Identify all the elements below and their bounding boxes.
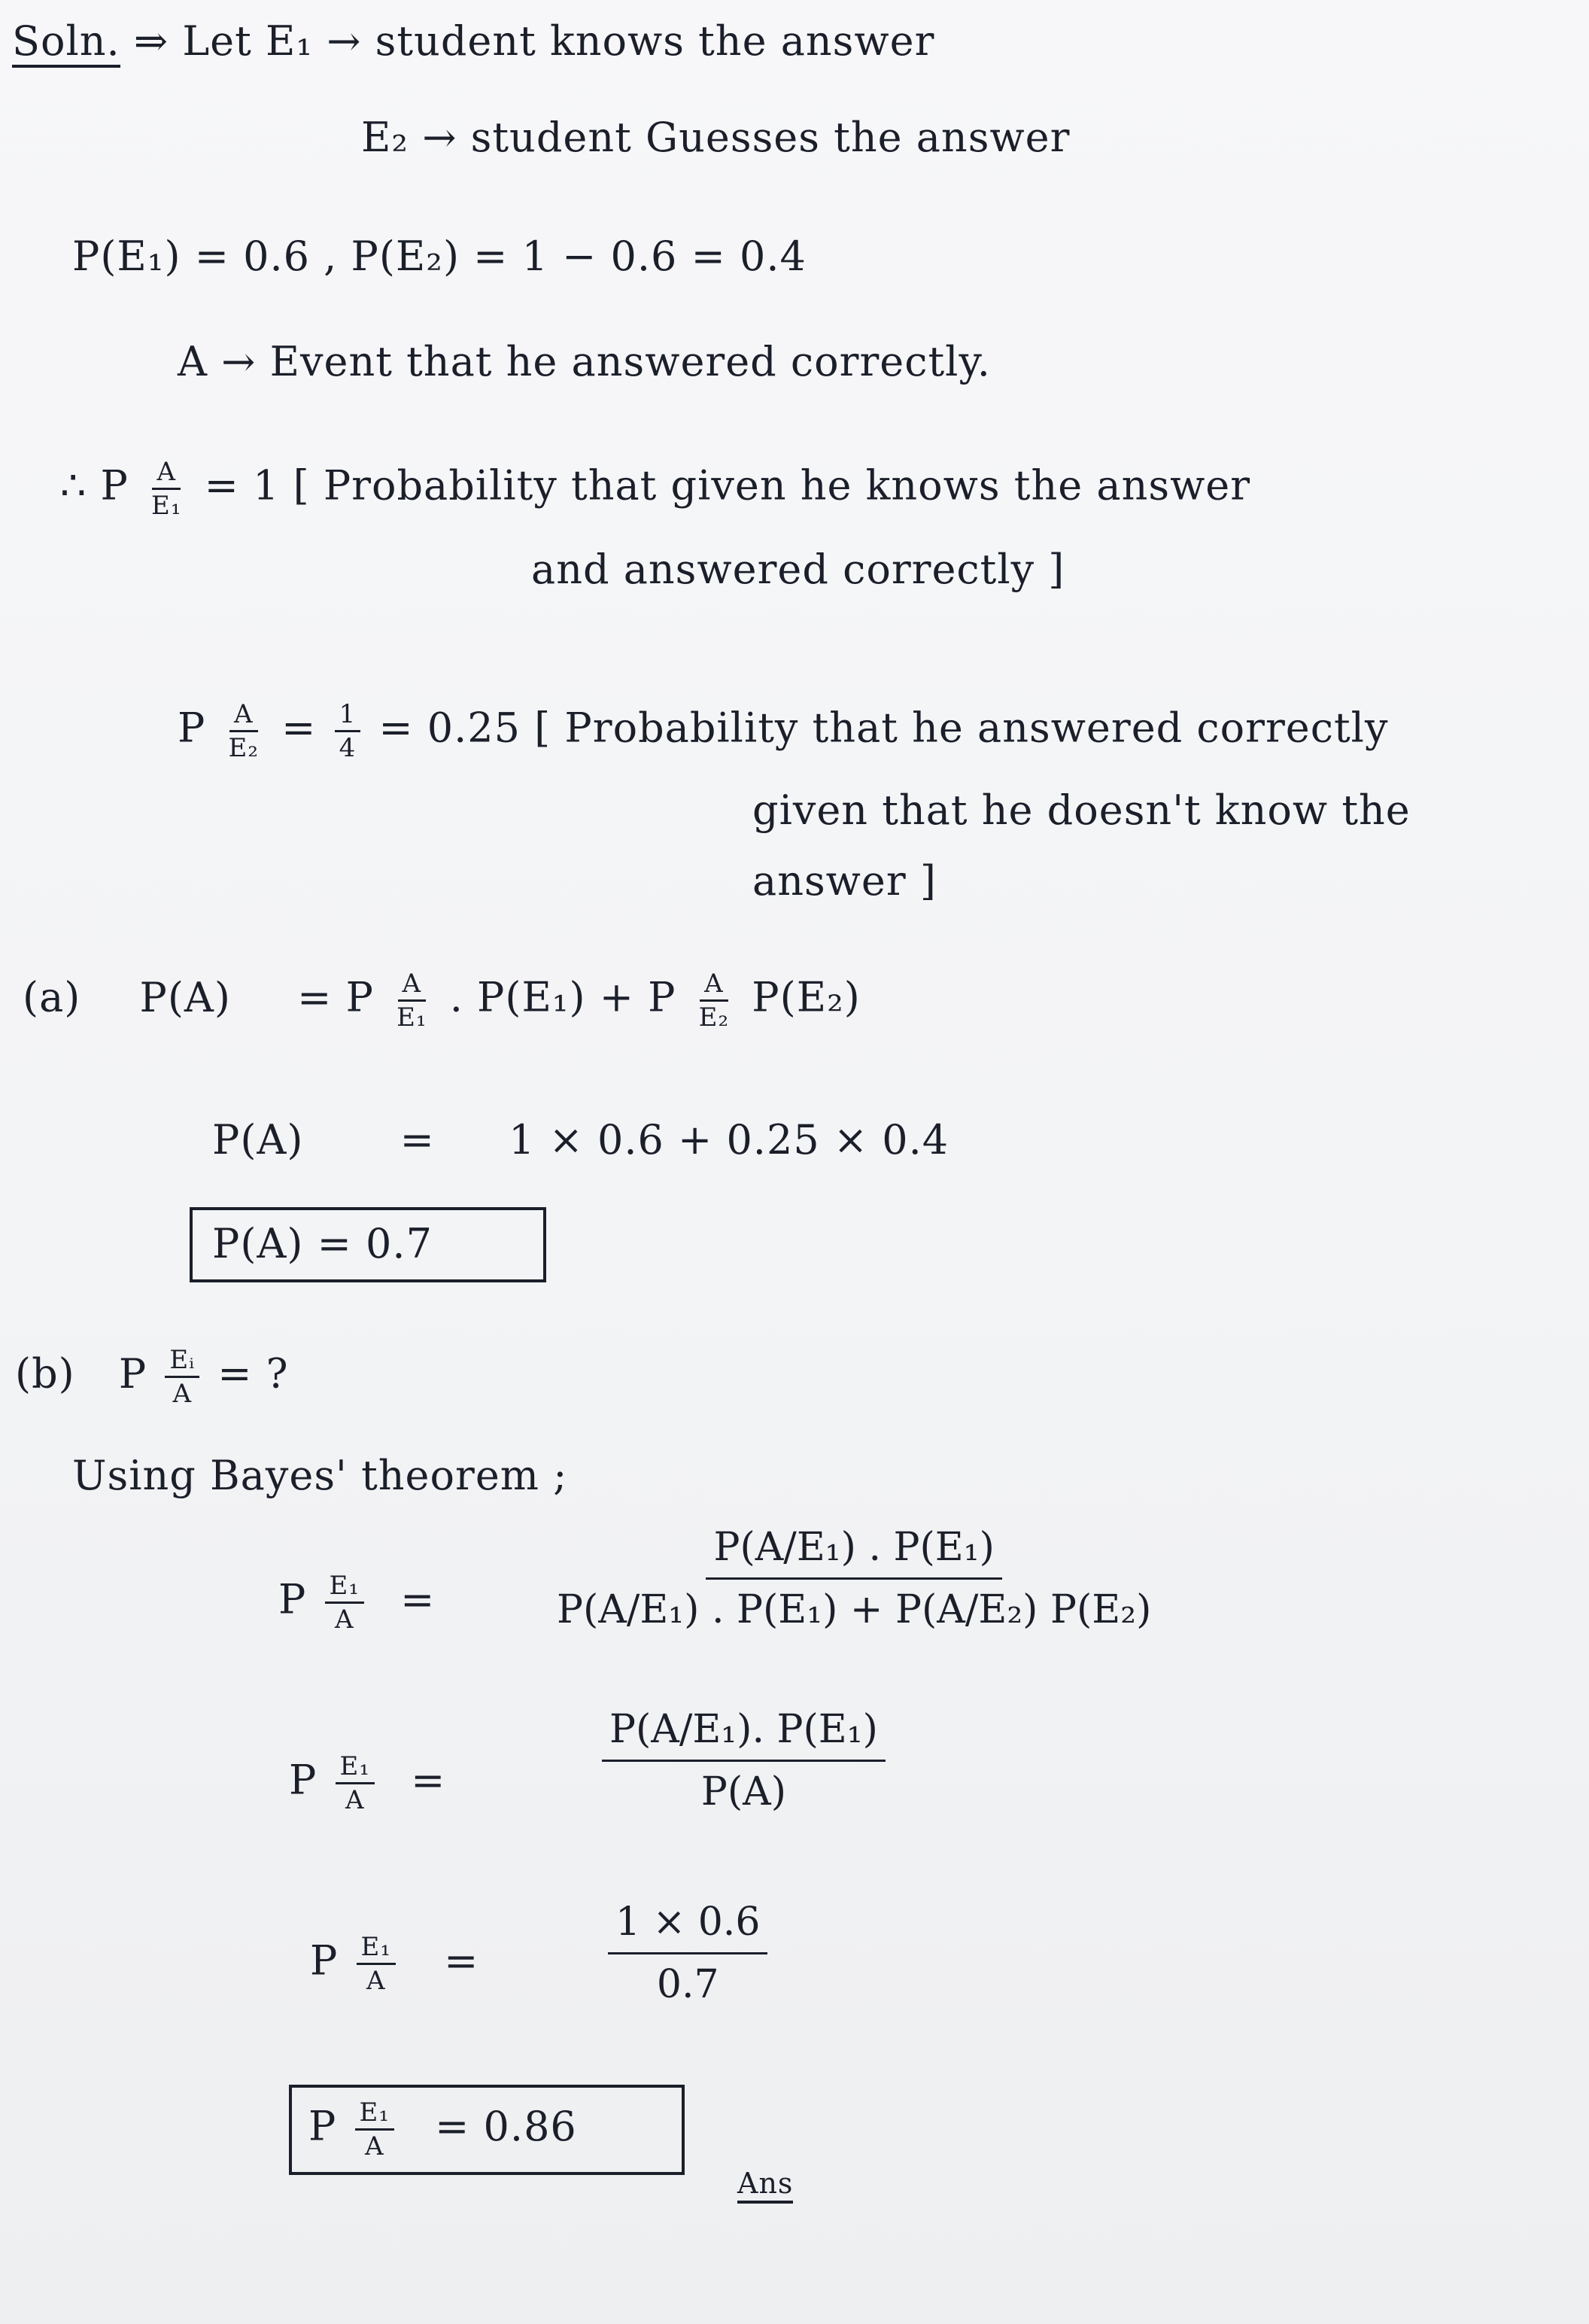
solution-arrow: ⇒ [133, 17, 169, 65]
substitution-lhs-numerator: E₁ [357, 1934, 396, 1965]
part-b-label: (b) [15, 1349, 75, 1398]
part-a-f2-numerator: A [700, 971, 728, 1002]
part-b-result-denominator: A [364, 2131, 384, 2161]
p-a-e1-continuation: and answered correctly ] [531, 546, 1065, 593]
part-a-rhs-p1: P [345, 973, 374, 1021]
part-b-result-fraction [355, 2097, 394, 2161]
part-a-lhs: P(A) [139, 973, 231, 1021]
simplified-fraction [602, 1707, 886, 1814]
simplified-denominator: P(A) [700, 1769, 786, 1814]
simplified-lhs [289, 1751, 446, 1815]
part-b-result-value: = 0.86 [435, 2102, 577, 2150]
part-b-question-fraction [165, 1347, 199, 1407]
p-a-e2-continuation-1: given that he doesn't know the [752, 786, 1411, 834]
quarter-numerator: 1 [335, 701, 361, 732]
part-a-substitution [212, 1117, 949, 1164]
part-a-fraction-2 [694, 969, 734, 1033]
simplified-equals: = [411, 1756, 446, 1804]
e2-definition: E₂ → student Guesses the answer [361, 114, 1071, 161]
e1-definition: Let E₁ → student knows the answer [182, 17, 935, 65]
answer-mark: Ans [737, 2167, 793, 2204]
simplified-lhs-fraction [336, 1751, 375, 1815]
part-a-step-equals: = [400, 1116, 435, 1164]
bayes-fraction [549, 1525, 1159, 1632]
bayes-equals: = [400, 1575, 436, 1623]
substitution-lhs-denominator: A [366, 1966, 386, 1996]
bayes-intro: Using Bayes' theorem ; [72, 1452, 568, 1499]
part-b-question-denominator: A [172, 1379, 192, 1409]
part-a-f2-denominator: E₂ [698, 1002, 730, 1033]
part-a-step-rhs: 1 × 0.6 + 0.25 × 0.4 [509, 1116, 949, 1164]
part-b-question [15, 1347, 289, 1407]
part-b-result [308, 2097, 577, 2161]
bayes-numerator: P(A/E₁) . P(E₁) [706, 1525, 1001, 1580]
substitution-numerator: 1 × 0.6 [608, 1900, 767, 1954]
part-a-fraction-1 [392, 969, 431, 1033]
part-a-total-probability [23, 969, 861, 1033]
quarter-fraction [335, 701, 361, 761]
part-a-rhs-middle: . P(E₁) + P [449, 973, 676, 1021]
part-a-equals: = [297, 973, 333, 1021]
substitution-denominator: 0.7 [656, 1962, 719, 2007]
p-a-e2-prefix: P [178, 704, 206, 752]
part-b-result-p: P [308, 2102, 337, 2150]
prior-probabilities: P(E₁) = 0.6 , P(E₂) = 1 − 0.6 = 0.4 [72, 233, 807, 280]
quarter-denominator: 4 [339, 733, 357, 763]
event-a-definition: A → Event that he answered correctly. [178, 338, 991, 385]
part-b-result-numerator: E₁ [355, 2100, 394, 2131]
part-a-label: (a) [23, 973, 81, 1021]
simplified-numerator: P(A/E₁). P(E₁) [602, 1707, 886, 1762]
substitution-fraction [608, 1900, 767, 2007]
simplified-lhs-denominator: A [345, 1785, 365, 1815]
substitution-equals: = [444, 1936, 479, 1985]
bayes-lhs [278, 1571, 436, 1635]
part-a-rhs-end: P(E₂) [752, 973, 861, 1021]
p-a-e1-value: = 1 [ Probability that given he knows the answer [204, 461, 1251, 510]
bayes-lhs-denominator: A [334, 1605, 354, 1635]
simplified-lhs-p: P [289, 1756, 317, 1804]
simplified-lhs-numerator: E₁ [336, 1754, 375, 1784]
p-a-e1-prefix: ∴ P [60, 461, 129, 510]
part-a-step-lhs: P(A) [212, 1116, 304, 1164]
bayes-denominator: P(A/E₁) . P(E₁) + P(A/E₂) P(E₂) [557, 1587, 1152, 1632]
substitution-lhs-fraction [357, 1934, 396, 1994]
p-a-e2-fraction [224, 701, 263, 761]
solution-heading [12, 18, 934, 65]
bayes-lhs-numerator: E₁ [325, 1573, 364, 1604]
part-a-f1-numerator: A [398, 971, 427, 1002]
p-a-e1-fraction [147, 459, 186, 519]
substitution-lhs [310, 1934, 479, 1994]
substitution-lhs-p: P [310, 1936, 339, 1985]
p-a-e2-equals: = [281, 704, 317, 752]
solution-label: Soln. [12, 17, 120, 68]
part-b-question-rest: = ? [217, 1349, 289, 1398]
p-a-e2-denominator: E₂ [228, 733, 259, 763]
part-b-question-p: P [118, 1349, 147, 1398]
bayes-lhs-p: P [278, 1575, 307, 1623]
p-a-e1-denominator: E₁ [151, 491, 182, 521]
p-a-e2-continuation-2: answer ] [752, 857, 937, 905]
p-a-given-e2-line [178, 701, 1388, 761]
part-a-result: P(A) = 0.7 [212, 1220, 433, 1267]
p-a-e2-value: = 0.25 [ Probability that he answered correctly [378, 704, 1389, 752]
bayes-lhs-fraction [325, 1571, 364, 1635]
part-b-question-numerator: Eᵢ [165, 1347, 199, 1378]
p-a-given-e1-line [60, 459, 1250, 519]
part-a-f1-denominator: E₁ [396, 1002, 427, 1033]
p-a-e1-numerator: A [152, 459, 181, 490]
p-a-e2-numerator: A [229, 701, 258, 732]
